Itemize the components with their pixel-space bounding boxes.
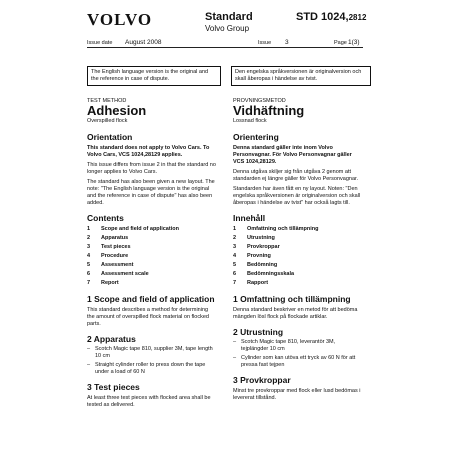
toc-item[interactable]: 2 Apparatus [87, 235, 129, 241]
header-rule [87, 47, 363, 48]
orientation-para-1: Denna standard gäller inte inom Volvo Personvagnar. För Volvo Personvagnar gäller VCS 1024,28129. [233, 145, 352, 165]
orientation-para-2: Denna utgåva skiljer sig från utgåva 2 genom att standarden ej längre gäller för Volvo Personvagnar. [233, 169, 359, 182]
method-subtitle: Lossnad flock [233, 118, 267, 124]
volvo-logo: VOLVO [87, 10, 153, 29]
section-2-heading: 2 Apparatus [87, 334, 136, 344]
toc-item[interactable]: 6 Assessment scale [87, 271, 149, 277]
notice-box-sv: Den engelska språkversionen är originalversion och skall åberopas i händelse av tvist. [231, 66, 371, 86]
contents-heading: Innehåll [233, 213, 266, 223]
table-of-contents [233, 225, 363, 288]
section-3-text: Minst tre provkroppar med flock eller lusd bedömas i levererat tillstånd. [233, 388, 361, 401]
toc-item[interactable]: 3 Test pieces [87, 244, 131, 250]
contents-heading: Contents [87, 213, 124, 223]
list-item: – Straight cylinder roller to press down the tape under a load of 60 N [87, 362, 206, 375]
list-item: – Scotch Magic tape 810, supplier 3M, tape length 10 cm [87, 346, 213, 359]
issue-value: 3 [285, 39, 289, 46]
section-1-heading: 1 Omfattning och tillämpning [233, 294, 351, 304]
orientation-para-3: The standard has also been given a new layout. The note: "The English language version is the original and the reference in case of dispute" has also been added. [87, 179, 215, 206]
method-title: Vidhäftning [233, 103, 305, 118]
toc-item[interactable]: 4 Provning [233, 253, 271, 259]
list-item: – Cylinder som kan utöva ett tryck av 60 N för att pressa fast tejpen [233, 355, 356, 368]
issue-date-label: Issue date [87, 40, 113, 46]
page-value: 1(3) [348, 39, 360, 46]
toc-item[interactable]: 5 Bedömning [233, 262, 278, 268]
toc-item[interactable]: 7 Report [87, 280, 119, 286]
toc-item[interactable]: 3 Provkroppar [233, 244, 280, 250]
toc-item[interactable]: 7 Rapport [233, 280, 269, 286]
toc-item[interactable]: 5 Assessment [87, 262, 134, 268]
orientation-para-2: This issue differs from issue 2 in that the standard no longer applies to Volvo Cars. [87, 162, 216, 175]
standard-number-main: STD 1024, [296, 11, 349, 23]
orientation-para-3: Standarden har även fått en ny layout. Noten: "Den engelska språkversionen är originalversion och skall åberopas i händelse av tvist" har också lagts till. [233, 186, 361, 206]
toc-item[interactable]: 4 Procedure [87, 253, 129, 259]
toc-item[interactable]: 1 Scope and field of application [87, 226, 179, 232]
issue-label: Issue [258, 40, 272, 46]
orientation-heading: Orientering [233, 132, 279, 142]
standard-number-year: 2812 [348, 13, 367, 22]
english-column [87, 98, 217, 409]
page-label: Page [334, 40, 347, 46]
section-1-text: This standard describes a method for determining the amount of overspilled flock material on flocked parts. [87, 307, 209, 327]
method-subtitle: Overspilled flock [87, 118, 128, 124]
method-label: PROVNINGSMETOD [233, 98, 286, 104]
standard-subtitle: Volvo Group [205, 24, 250, 33]
table-of-contents [87, 225, 217, 288]
section-2-heading: 2 Utrustning [233, 327, 284, 337]
toc-item[interactable]: 2 Utrustning [233, 235, 275, 241]
section-3-text: At least three test pieces with flocked area shall be tested as delivered. [87, 395, 211, 408]
toc-item[interactable]: 6 Bedömningsskala [233, 271, 295, 277]
standard-title: Standard [205, 11, 253, 23]
issue-date-value: August 2008 [125, 39, 162, 46]
section-1-text: Denna standard beskriver en metod för att bedöma mängden lösl flock på flockade artiklar. [233, 307, 358, 320]
method-label: TEST METHOD [87, 98, 127, 104]
orientation-heading: Orientation [87, 132, 133, 142]
section-3-heading: 3 Provkroppar [233, 375, 291, 385]
notice-box-en: The English language version is the original and the reference in case of dispute. [87, 66, 221, 86]
method-title: Adhesion [87, 103, 147, 118]
orientation-para-1: This standard does not apply to Volvo Cars. To Volvo Cars, VCS 1024,28129 applies. [87, 145, 210, 158]
toc-item[interactable]: 1 Omfattning och tillämpning [233, 226, 319, 232]
standard-number [296, 11, 366, 23]
section-3-heading: 3 Test pieces [87, 382, 140, 392]
swedish-column [233, 98, 363, 402]
list-item: – Scotch Magic tape 810, leverantör 3M, tejplängder 10 cm [233, 339, 336, 352]
section-1-heading: 1 Scope and field of application [87, 294, 215, 304]
